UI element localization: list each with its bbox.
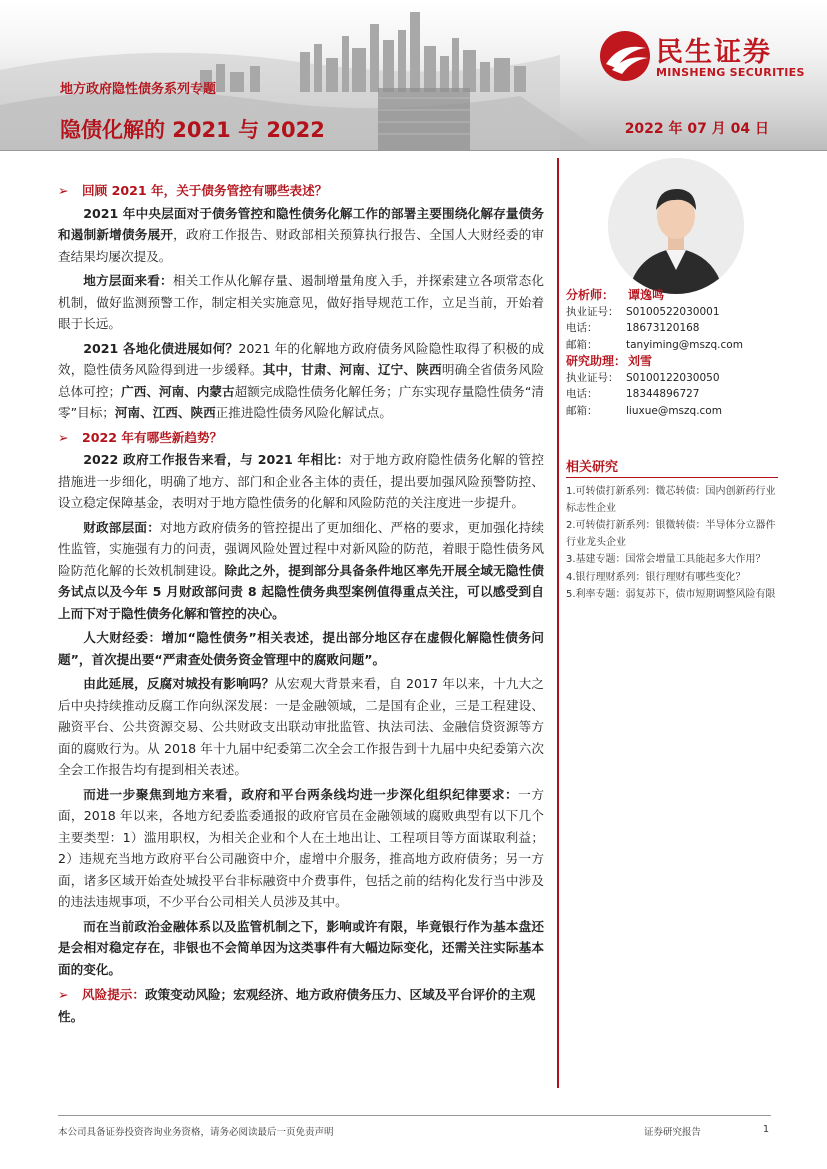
analyst-info: 分析师： 谭逸鸣 执业证号： S0100522030001 电话： 18673120168 邮箱： tanyiming@mszq.com 研究助理： 刘雪 执业证号： S0100122030050 电话： 18344896727 邮箱： liuxue@mszq.com xyxy=(566,287,786,419)
analyst-cert: S0100522030001 xyxy=(626,305,720,318)
paragraph: 而在当前政治金融体系以及监管机制之下，影响或许有限，毕竟银行作为基本盘还是会相对稳定存在，非银也不会简单因为这类事件有大幅边际变化，还需关注实际基本面的变化。 xyxy=(58,918,544,977)
paragraph: 2021 年中央层面对于债务管控和隐性债务化解工作的部署主要围绕化解存量债务和遏制新增债务展开，政府工作报告、财政部相关预算执行报告、全国人大财经委的审查结果均屡次提及。 xyxy=(58,205,545,264)
paragraph: 2022 政府工作报告来看，与 2021 年相比：对于地方政府隐性债务化解的管控措施进一步细化，明确了地方、部门和企业各主体的责任，提出要加强风险预警防控、设立稳定保障基金，表明对于地方隐性债务的化解和风险防范的关注度进一步提升。 xyxy=(58,452,545,510)
company-logo xyxy=(598,28,808,88)
assistant-cert: S0100122030050 xyxy=(626,371,720,384)
logo-chinese-name: 民生证券 xyxy=(656,37,772,68)
analyst-phone: 18673120168 xyxy=(626,322,700,334)
main-content xyxy=(58,178,544,1027)
related-item[interactable]: 4.银行理财系列：银行理财有哪些变化？ xyxy=(566,571,746,583)
series-label: 地方政府隐性债务系列专题 xyxy=(60,82,217,97)
column-divider xyxy=(557,158,559,1088)
paragraph: 财政部层面：对地方政府债务的管控提出了更加细化、严格的要求，更加强化持续性监管，实施强有力的问责，强调风险处置过程中对新风险的防范，着眼于隐性债务风险防范化解的长效机制建设。除此之外，提到部分具备条件地区率先开展全域无隐性债务试点以及今年 5 月财政部问责 8 起隐性债务典型案例值得重点关注，可以感受到自上而下对于隐性债务化解和管控的决心。 xyxy=(58,519,545,621)
arrow-bullet-icon: ➢ xyxy=(58,987,69,1002)
related-research-title: 相关研究 xyxy=(566,456,778,478)
paragraph: 2021 各地化债进展如何？2021 年的化解地方政府债务风险隐性取得了积极的成效，隐性债务风险得到进一步缓释。其中，甘肃、河南、辽宁、陕西明确全省债务风险总体可控；广西、河南、内蒙古超额完成隐性债务化解任务；广东实现存量隐性债务“清零”目标；河南、江西、陕西正推进隐性债务风险化解试点。 xyxy=(58,340,545,420)
analyst-name: 谭逸鸣 xyxy=(628,288,665,302)
section-heading-2022: ➢ 2022 年有哪些新趋势？ xyxy=(58,427,544,449)
assistant-phone: 18344896727 xyxy=(626,388,700,400)
footer-disclaimer: 本公司具备证券投资咨询业务资格，请务必阅读最后一页免责声明 xyxy=(58,1127,334,1138)
paragraph: 由此延展，反腐对城投有影响吗？从宏观大背景来看，自 2017 年以来，十九大之后中央持续推动反腐工作向纵深发展：一是金融领域，二是国有企业，三是工程建设、融资平台、公共资源交易、公共财政支出联动审批监管、执法司法、金融信贷资源等方面的腐败行为。从 2018 年十九届中纪委第二次全会工作报告到十九届中央纪委第六次全会工作报告均有提到相关表述。 xyxy=(58,676,545,777)
logo-english-name: MINSHENG SECURITIES xyxy=(656,66,805,79)
assistant-row: 研究助理： 刘雪 xyxy=(566,354,653,368)
related-item[interactable]: 5.利率专题：弱复苏下，债市短期调整风险有限 xyxy=(566,589,776,600)
risk-warning: ➢ 风险提示：政策变动风险；宏观经济、地方政府债务压力、区域及平台评价的主观性。 xyxy=(58,984,544,1027)
analyst-portrait xyxy=(608,158,744,294)
related-item[interactable]: 3.基建专题：国常会增量工具能起多大作用？ xyxy=(566,554,766,565)
footer-report-type: 证券研究报告 xyxy=(644,1127,702,1138)
report-title: 隐债化解的 2021 与 2022 xyxy=(60,118,325,142)
page-number: 1 xyxy=(763,1124,770,1135)
related-research xyxy=(566,456,778,605)
logo-emblem-icon xyxy=(598,28,652,82)
paragraph: 而进一步聚焦到地方来看，政府和平台两条线均进一步深化组织纪律要求：一方面，2018 年以来，各地方纪委监委通报的政府官员在金融领域的腐败典型有以下几个主要类型：1）滥用职权，为相关企业和个人在土地出让、工程项目等方面谋取利益；2）违规充当地方政府平台公司融资中介，虚增中介服务，推高地方政府债务；另一方面，诸多区域开始查处城投平台非标融资中介费事件，包括之前的结构化发行当中涉及的违法违规事项，不少平台公司相关人员涉及其中。 xyxy=(58,786,545,909)
arrow-bullet-icon: ➢ xyxy=(58,429,69,445)
analyst-photo xyxy=(608,158,744,294)
related-item[interactable]: 1.可转债打新系列：微芯转债：国内创新药行业标志性企业 xyxy=(566,486,776,514)
report-date: 2022 年 07 月 04 日 xyxy=(624,121,769,137)
analyst-row: 分析师： 谭逸鸣 xyxy=(566,288,665,302)
section-heading-2021: ➢ 回顾 2021 年，关于债务管控有哪些表述？ xyxy=(58,180,544,202)
paragraph: 人大财经委：增加“隐性债务”相关表述，提出部分地区存在虚假化解隐性债务问题”，首次提出要“严肃查处债务资金管理中的腐败问题”。 xyxy=(58,630,544,667)
header-divider xyxy=(0,150,827,151)
assistant-email[interactable]: liuxue@mszq.com xyxy=(626,404,722,417)
assistant-name: 刘雪 xyxy=(628,354,653,368)
arrow-bullet-icon: ➢ xyxy=(58,183,69,198)
related-item[interactable]: 2.可转债打新系列：银微转债：半导体分立器件行业龙头企业 xyxy=(566,520,776,548)
paragraph: 地方层面来看：相关工作从化解存量、遏制增量角度入手，并探索建立各项常态化机制，做好监测预警工作，制定相关实施意见，做好指导规范工作，立足当前，开始着眼于长远。 xyxy=(58,273,545,331)
footer-divider xyxy=(58,1115,771,1116)
analyst-email[interactable]: tanyiming@mszq.com xyxy=(626,338,743,351)
header-banner xyxy=(0,0,827,150)
